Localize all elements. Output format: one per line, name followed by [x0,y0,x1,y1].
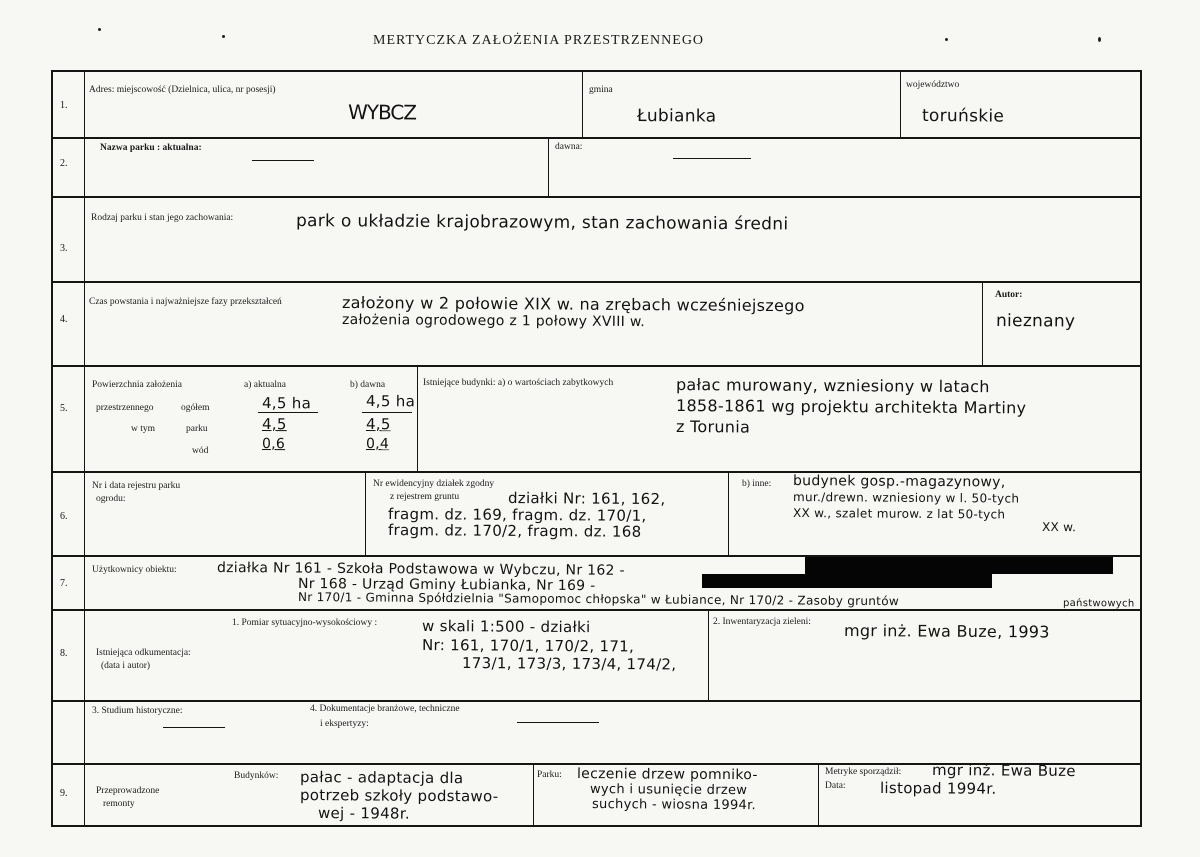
register-label-2: ogrodu: [96,494,126,504]
row-number: 4. [60,314,68,325]
speck [98,28,101,31]
documentation-label-2: (data i autor) [101,661,151,671]
former-park-value: 4,5 [365,415,391,434]
current-label: a) aktualna [244,380,286,390]
row-number: 2. [60,158,68,169]
buildings-label: Istniejące budynki: a) o wartościach zabytkowych [423,378,614,388]
register-label-1: Nr i data rejestru parku [92,481,181,491]
spatial-label: przestrzennego [96,403,154,413]
blank-line [163,727,225,728]
incl-label: w tym [131,424,156,434]
plots-value-line2: fragm. dz. 169, fragm. dz. 170/1, [387,505,647,525]
address-label: Adres: miejscowość (Dzielnica, ulica, nr posesji) [89,85,276,95]
row-number: 7. [60,578,68,589]
area-label: Powierzchnia założenia [92,380,182,390]
plots-label-1: Nr ewidencyjny działek zgodny [373,479,495,489]
address-value: WYBCZ [347,100,417,125]
underline [362,412,412,413]
buildings-value-line1: pałac murowany, wzniesiony w latach [675,375,990,397]
inventory-label: 2. Inwentaryzacja zieleni: [713,617,811,627]
survey-label: 1. Pomiar sytuacyjno-wysokościowy : [232,618,378,628]
park-name-label: Nazwa parku : aktualna: [100,143,202,153]
users-line3: Nr 170/1 - Gminna Spółdzielnia "Samopomoc chłopska" w Łubiance, Nr 170/2 - Zasoby gruntów [297,590,900,609]
blank-line [252,160,314,161]
former-area-label: b) dawna [350,380,386,390]
renovations-label-1: Przeprowadzone [96,786,160,796]
former-name-label: dawna: [555,142,583,152]
speck [945,38,948,41]
date-value: listopad 1994r. [879,779,997,798]
history-label: Czas powstania i najważniejsze fazy przekształceń [89,297,282,307]
row-number: 9. [60,788,68,799]
plots-label-2: z rejestrem gruntu [390,492,460,502]
technical-docs-label-1: 4. Dokumentacje branżowe, techniczne [310,704,460,714]
former-total-value: 4,5 ha [365,392,416,411]
technical-docs-label-2: i ekspertyzy: [320,719,369,729]
buildings-renovation-line1: pałac - adaptacja dla [299,768,464,788]
renovations-label-2: remonty [103,799,135,809]
users-line3-superscript: państwowych [1062,598,1135,610]
other-value-line1: budynek gosp.-magazynowy, [792,473,1006,491]
other-value-line2: mur./drewn. wzniesiony w l. 50-tych [792,490,1020,506]
buildings-value-line3: z Torunia [675,417,751,437]
history-value-line2: założenia ogrodowego z 1 połowy XVIII w. [341,312,646,331]
park-renovation-label: Parku: [537,770,562,780]
gmina-value: Łubianka [636,106,717,127]
current-total-value: 4,5 ha [261,394,312,413]
survey-value-line3: 173/1, 173/3, 173/4, 174/2, [461,654,677,674]
author-value: nieznany [995,311,1076,332]
author-label: Autor: [995,290,1023,300]
row-number: 8. [60,648,68,659]
blank-line [517,722,599,723]
row-number: 6. [60,511,68,522]
buildings-renovation-line2: potrzeb szkoły podstawo- [299,786,499,806]
redaction-bar [805,557,1113,574]
date-label: Data: [825,781,846,791]
voivodeship-value: toruńskie [921,106,1005,127]
buildings-renovation-line3: wej - 1948r. [317,804,411,823]
former-water-value: 0,4 [365,436,390,453]
gmina-label: gmina [589,85,613,95]
park-type-label: Rodzaj parku i stan jego zachowania: [91,213,234,223]
plots-value-line1: działki Nr: 161, 162, [507,489,666,509]
voivodeship-label: województwo [906,80,960,90]
history-value-line1: założony w 2 połowie XIX w. na zrębach wcześniejszego [341,293,805,316]
other-value-line3: XX w., szalet murow. z lat 50-tych [792,506,1006,522]
speck [1098,37,1101,42]
blank-line [673,158,751,159]
other-value-line4: XX w. [1041,520,1077,535]
underline [258,412,318,413]
historical-study-label: 3. Studium historyczne: [92,706,183,716]
speck [222,35,225,38]
total-label: ogółem [181,403,210,413]
prepared-by-value: mgr inż. Ewa Buze [931,761,1076,781]
document-title: MERTYCZKA ZAŁOŻENIA PRZESTRZENNEGO [373,33,705,48]
park-renovation-line3: suchych - wiosna 1994r. [591,797,757,814]
row-number: 5. [60,403,68,414]
documentation-label-1: Istniejąca odkumentacja: [96,648,191,658]
current-park-value: 4,5 [261,415,287,434]
users-line1: działka Nr 161 - Szkoła Podstawowa w Wybczu, Nr 162 - [216,560,625,579]
park-renovation-line1: leczenie drzew pomniko- [576,766,758,784]
row-number: 1. [60,100,68,111]
inventory-value: mgr inż. Ewa Buze, 1993 [843,621,1050,642]
plots-value-line3: fragm. dz. 170/2, fragm. dz. 168 [387,521,642,541]
other-buildings-label: b) inne: [742,479,772,489]
park-type-value: park o układzie krajobrazowym, stan zachowania średni [295,211,789,235]
prepared-by-label: Metryke sporządził: [825,767,902,777]
park-renovation-line2: wych i usunięcie drzew [589,782,748,799]
users-line2: Nr 168 - Urząd Gminy Łubianka, Nr 169 - [297,576,596,595]
current-water-value: 0,6 [261,436,286,453]
buildings-renovation-label: Budynków: [234,771,279,781]
users-label: Użytkownicy obiektu: [92,565,177,575]
park-area-label: parku [186,424,208,434]
row-number: 3. [60,243,68,254]
survey-value-line1: w skali 1:500 - działki [421,617,591,637]
buildings-value-line2: 1858-1861 wg projektu architekta Martiny [675,396,1027,418]
survey-value-line2: Nr: 161, 170/1, 170/2, 171, [421,636,635,656]
water-label: wód [192,446,209,456]
redaction-bar [702,574,992,588]
